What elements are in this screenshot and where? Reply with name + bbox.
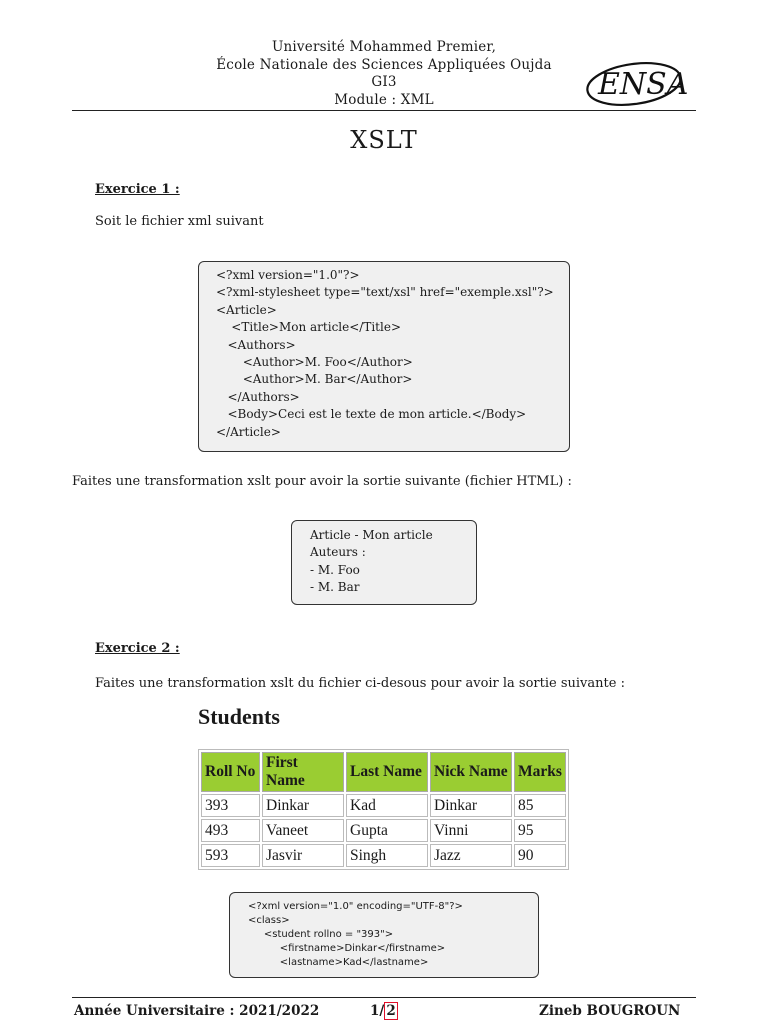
ensa-logo bbox=[584, 58, 692, 108]
table-row bbox=[201, 819, 566, 842]
exercise1-instruction: Faites une transformation xslt pour avoir la sortie suivante (fichier HTML) : bbox=[72, 474, 572, 489]
table-header-row bbox=[201, 752, 566, 792]
code-line: <Author>M. Foo</Author> bbox=[216, 355, 413, 369]
code-line: <class> bbox=[248, 915, 290, 926]
exercise1-xml-box bbox=[198, 261, 570, 452]
students-title: Students bbox=[198, 704, 280, 729]
table-cell: 95 bbox=[514, 819, 566, 842]
footer-rule bbox=[72, 997, 696, 998]
header-marks: Marks bbox=[514, 752, 566, 792]
output-line: - M. Bar bbox=[310, 580, 360, 595]
header-first-name: First Name bbox=[262, 752, 344, 792]
table-cell: Jasvir bbox=[262, 844, 344, 867]
code-line: <Title>Mon article</Title> bbox=[216, 320, 401, 335]
table-cell: 90 bbox=[514, 844, 566, 867]
university-name: Université Mohammed Premier, bbox=[271, 39, 497, 55]
table-cell: 593 bbox=[201, 844, 260, 867]
exercise1-heading: Exercice 1 : bbox=[95, 182, 180, 197]
table-cell: Vaneet bbox=[262, 819, 344, 842]
author-name: Zineb BOUGROUN bbox=[539, 1003, 681, 1019]
exercise1-output-box bbox=[291, 520, 477, 605]
exercise2-xml-box bbox=[229, 892, 539, 978]
exercise2-instruction: Faites une transformation xslt du fichier ci-desous pour avoir la sortie suivante : bbox=[95, 676, 625, 691]
code-line: <student rollno = "393"> bbox=[248, 929, 394, 940]
page-current: 1 bbox=[370, 1003, 380, 1019]
output-line: Auteurs : bbox=[310, 545, 366, 560]
table-cell: Singh bbox=[346, 844, 428, 867]
exercise1-intro: Soit le fichier xml suivant bbox=[95, 214, 264, 229]
output-line: Article - Mon article bbox=[310, 528, 433, 542]
code-line: <?xml version="1.0"?> bbox=[216, 268, 360, 282]
output-line: - M. Foo bbox=[310, 562, 360, 577]
table-row bbox=[201, 844, 566, 867]
page-separator: / bbox=[379, 1003, 385, 1019]
table-row bbox=[201, 794, 566, 817]
page-title: XSLT bbox=[350, 126, 418, 154]
code-line: <firstname>Dinkar</firstname> bbox=[248, 943, 446, 954]
page-total-link[interactable]: 2 bbox=[386, 1003, 396, 1019]
table-cell: Gupta bbox=[346, 819, 428, 842]
table-cell: 85 bbox=[514, 794, 566, 817]
class-name: GI3 bbox=[371, 74, 397, 90]
module-name: Module : XML bbox=[334, 92, 434, 108]
table-cell: Dinkar bbox=[430, 794, 512, 817]
code-line: <Authors> bbox=[216, 337, 296, 352]
school-name: École Nationale des Sciences Appliquées Oujda bbox=[216, 57, 552, 73]
students-table bbox=[198, 749, 569, 870]
header-rule bbox=[72, 110, 696, 111]
code-line: </Article> bbox=[216, 424, 281, 439]
page-number bbox=[370, 1003, 398, 1019]
code-line: <Author>M. Bar</Author> bbox=[216, 372, 413, 387]
code-line: <Body>Ceci est le texte de mon article.</Body> bbox=[216, 407, 527, 422]
table-cell: Vinni bbox=[430, 819, 512, 842]
header-last-name: Last Name bbox=[346, 752, 428, 792]
header-nick-name: Nick Name bbox=[430, 752, 512, 792]
code-line: </Authors> bbox=[216, 389, 300, 404]
header-roll-no: Roll No bbox=[201, 752, 260, 792]
table-cell: 493 bbox=[201, 819, 260, 842]
exercise2-heading: Exercice 2 : bbox=[95, 641, 180, 656]
academic-year: Année Universitaire : 2021/2022 bbox=[74, 1003, 320, 1019]
table-cell: Kad bbox=[346, 794, 428, 817]
code-line: <?xml-stylesheet type="text/xsl" href="exemple.xsl"?> bbox=[216, 285, 554, 300]
code-line: <Article> bbox=[216, 302, 277, 317]
table-cell: 393 bbox=[201, 794, 260, 817]
logo-text: ENSA bbox=[598, 67, 689, 102]
code-line: <?xml version="1.0" encoding="UTF-8"?> bbox=[248, 901, 463, 912]
code-line: <lastname>Kad</lastname> bbox=[248, 957, 429, 968]
table-cell: Jazz bbox=[430, 844, 512, 867]
table-cell: Dinkar bbox=[262, 794, 344, 817]
